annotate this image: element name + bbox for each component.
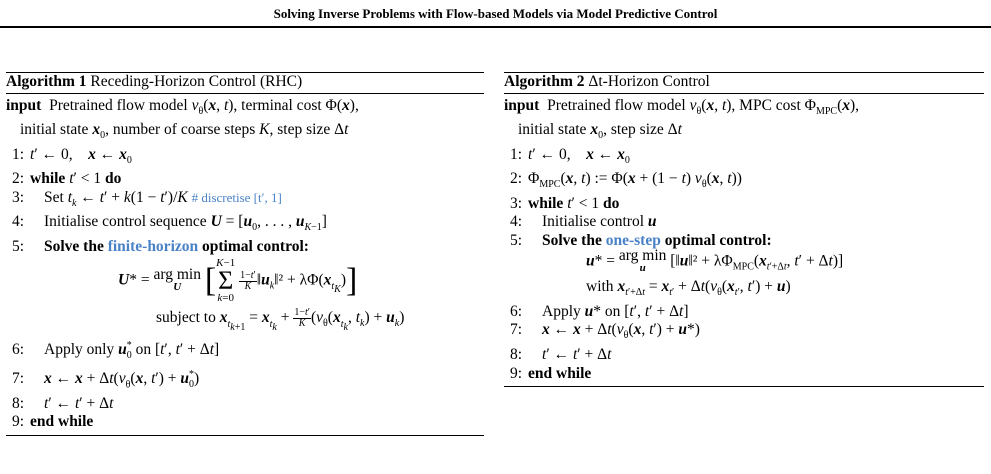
line-number: 9: (11, 413, 24, 431)
algo2-caption (504, 73, 984, 93)
algo1-argmin-equation: U* = arg min U [K−1 Σ k=0 $\frac{1-t'}{K}$ $‖u_k‖^2 + \lambda\Phi(x_{t_K})$] (118, 257, 358, 305)
algo2-line-7: 7: x ← $x + \Delta t(v_\theta(x$, t′) + u*) (504, 321, 984, 346)
algo2-one-step-link: one-step (605, 231, 661, 249)
algo2-label: Algorithm 2 (504, 73, 585, 90)
algo1-line5-b: optimal control: (202, 237, 309, 255)
algo1-line-3: 3: Set $t_k$ ← t′ + k(1 − t′)/K # discretise [t′, 1] (6, 189, 484, 214)
header-rule (0, 26, 991, 28)
algo1-label: Algorithm 1 (6, 73, 87, 90)
algo2-with: with (586, 278, 614, 296)
algo1-finite-horizon-link: finite-horizon (107, 237, 199, 255)
line-number: 5: (509, 231, 522, 249)
algo1-line-2: 2: while t′ < 1 do (6, 170, 484, 189)
line-number: 3: (11, 188, 24, 206)
algo2-input-line-2: initial state $x_0$, step size Δt (518, 121, 682, 142)
algorithm-1-box (6, 72, 484, 436)
algo2-line-4: 4: Initialise control u (504, 213, 984, 232)
line-number: 2: (509, 170, 522, 188)
algo2-line4-text: Initialise control (542, 213, 645, 231)
algorithm-2-box (504, 72, 984, 387)
algo2-constraint: with $x_{t'+\Delta t} = x_{t'} + \Delta t(v_\theta(x_{t'}$, t′) + u) (586, 278, 791, 299)
line-number: 4: (509, 213, 522, 231)
keyword-while: while (528, 194, 564, 212)
algo1-subject-to: subject to (156, 309, 216, 327)
algo1-input-keyword: input (6, 96, 42, 114)
line-number: 8: (11, 394, 24, 412)
paper-running-header: Solving Inverse Problems with Flow-based Models via Model Predictive Control (273, 6, 718, 21)
algo2-body (504, 94, 984, 384)
algo1-line4-text: Initialise control sequence (44, 213, 207, 231)
algo1-constraint: subject to $x_{t_{k+1}} = x_{t_k}$ + $\frac{1-t'}{K}$ ($v_\theta(x_{t_k}$, $t_k) + u_k$) (156, 307, 405, 333)
algo2-line-3: 3: while t′ < 1 do (504, 195, 984, 214)
line-number: 6: (509, 302, 522, 320)
algo1-line-8: 8: t′ ← t′ + Δt (6, 395, 484, 414)
algo2-line-2: 2: $\Phi_{MPC}(x$, t) := Φ(x + (1 − t) $v_\theta(x$, t)) (504, 170, 984, 195)
algo1-line-4: 4: Initialise control sequence $U = [u_0$, . . . , $u_{K-1}$] (6, 213, 484, 238)
algo1-line3-text: Set (44, 188, 64, 206)
algo2-line5-a: Solve the (542, 231, 602, 249)
algo2-input-text-1: Pretrained flow model $v_\theta(x$, t), MPC cost $\Phi_{MPC}(x)$, (543, 96, 860, 117)
algo1-caption (6, 73, 484, 93)
algo1-line-1: 1: t′ ← 0, x ← $x_0$ (6, 146, 484, 171)
algo2-line-9 (504, 365, 984, 384)
line-number: 6: (11, 341, 24, 359)
algo1-input-text-1: Pretrained flow model $v_\theta(x$, t), terminal cost Φ(x), (45, 96, 359, 117)
algo1-line-5 (6, 238, 484, 257)
line-number: 9: (509, 364, 522, 382)
algo1-line6-text: Apply only (44, 341, 115, 359)
algo1-line-7: 7: x ← $x + \Delta t(v_\theta(x$, $t') + u^*_0$) (6, 366, 484, 395)
line-number: 4: (11, 213, 24, 231)
algo1-bottom-rule (6, 435, 484, 436)
algo1-body (6, 94, 484, 432)
line-number: 8: (509, 346, 522, 364)
keyword-end-while: end while (528, 364, 592, 382)
algo2-line-5 (504, 232, 984, 251)
keyword-end-while: end while (30, 413, 94, 431)
algo2-title: Δt-Horizon Control (588, 73, 710, 90)
keyword-do: do (105, 170, 122, 188)
algo1-line-9 (6, 413, 484, 432)
algo2-bottom-rule (504, 386, 984, 387)
algo2-input-line-1 (504, 97, 984, 122)
keyword-do: do (603, 194, 620, 212)
algo2-line-6: 6: Apply u* on [t′, t′ + Δt] (504, 303, 984, 322)
algo1-title: Receding-Horizon Control (RHC) (90, 73, 303, 90)
line-number: 2: (11, 170, 24, 188)
algo1-input-line-1 (6, 97, 484, 122)
line-number: 3: (509, 194, 522, 212)
algo2-input-keyword: input (504, 96, 540, 114)
algo2-line-1: 1: t′ ← 0, x ← $x_0$ (504, 146, 984, 171)
algo2-line6-text: Apply (542, 302, 581, 320)
line-number: 1: (11, 145, 24, 163)
line-number: 7: (509, 321, 522, 339)
algo2-line5-b: optimal control: (664, 231, 772, 249)
algo2-line6-on: on (604, 302, 621, 320)
algo1-line6-on: on (135, 341, 152, 359)
algo1-input-line-2: initial state $x_0$, number of coarse steps K, step size Δt (20, 121, 349, 142)
algo2-line-8: 8: t′ ← t′ + Δt (504, 346, 984, 365)
line-number: 5: (11, 237, 24, 255)
algo1-line5-a: Solve the (44, 237, 104, 255)
algo2-argmin-equation: u* = arg min u [‖u‖² + $\lambda\Phi_{MPC}(x_{t'+\Delta t}$, t′ + Δt)] (586, 247, 844, 275)
algo1-line3-comment: # discretise [t′, 1] (191, 189, 282, 205)
algo1-line-6: 6: Apply only $u^*_0$ on [t′, t′ + Δt] (6, 337, 484, 366)
line-number: 1: (509, 145, 522, 163)
keyword-while: while (30, 170, 66, 188)
line-number: 7: (11, 370, 24, 388)
